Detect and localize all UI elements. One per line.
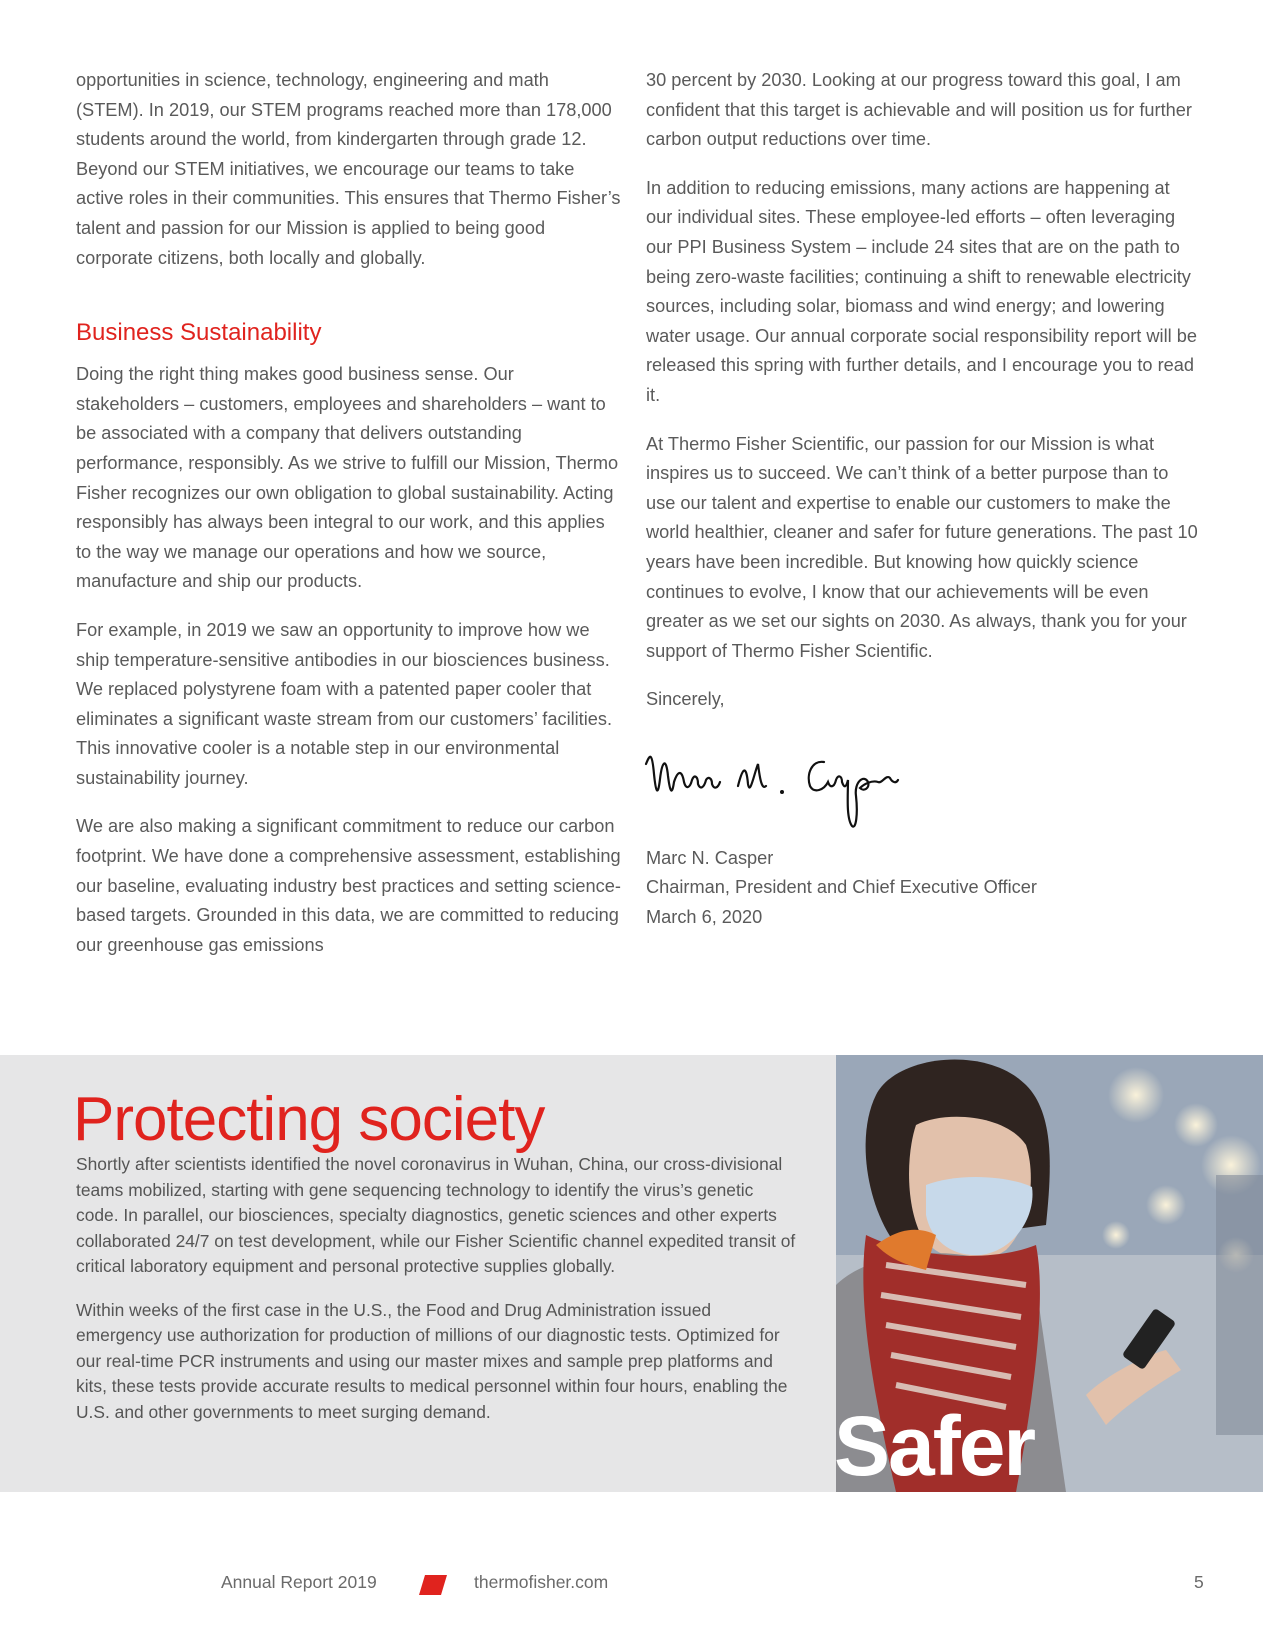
footer-url: thermofisher.com [474,1572,609,1592]
feature-paragraph: Shortly after scientists identified the novel coronavirus in Wuhan, China, our cross-divisional teams mobilized, starting with gene sequencing technology to identify the virus’s genetic code. In parallel, our biosciences, specialty diagnostics, genetic sciences and other experts collaborated 24/7 on test development, while our Fisher Scientific channel expedited transit of critical laboratory equipment and personal protective supplies globally. [76,1154,796,1276]
feature-paragraph: Within weeks of the first case in the U.S., the Food and Drug Administration issued emergency use authorization for production of millions of our diagnostic tests. Optimized for our real-time PCR instruments and using our master mixes and sample prep platforms and kits, these tests provide accurate results to medical personnel within four hours, enabling the U.S. and other governments to meet surging demand. [76,1299,788,1422]
signature-block [646,844,1198,933]
left-column [76,66,621,979]
letter-closing: Sincerely, [646,689,725,710]
body-paragraph: opportunities in science, technology, engineering and math (STEM). In 2019, our STEM programs reached more than 178,000 students around the world, from kindergarten through grade 12. Beyond our STEM initiatives, we encourage our teams to take active roles in their communities. This ensures that Thermo Fisher’s talent and passion for our Mission is applied to being good corporate citizens, both locally and globally. [76,70,621,268]
photo-overlay-word: Safer [834,1399,1035,1493]
letter-date: March 6, 2020 [646,907,763,928]
page-footer [0,1572,1263,1602]
body-paragraph: For example, in 2019 we saw an opportunity to improve how we ship temperature-sensitive antibodies in our biosciences business. We replaced polystyrene foam with a patented paper cooler that eliminates a significant waste stream from our customers’ facilities. This innovative cooler is a notable step in our environmental sustainability journey. [76,619,613,788]
handwritten-signature [642,734,922,834]
body-paragraph: Doing the right thing makes good business sense. Our stakeholders – customers, employees and shareholders – want to be associated with a company that delivers outstanding performance, responsibly. As we strive to fulfill our Mission, Thermo Fisher recognizes our own obligation to global sustainability. Acting responsibly has always been integral to our work, and this applies to the way we manage our operations and how we source, manufacture and ship our products. [76,364,619,592]
body-paragraph: At Thermo Fisher Scientific, our passion for our Mission is what inspires us to succeed. We can’t think of a better purpose than to use our talent and expertise to enable our customers to make the world healthier, cleaner and safer for future generations. The past 10 years have been incredible. But knowing how quickly science continues to evolve, I know that our achievements will be even greater as we set our sights on 2030. As always, thank you for your support of Thermo Fisher Scientific. [646,433,1198,661]
signer-name: Marc N. Casper [646,847,774,868]
signer-title: Chairman, President and Chief Executive Officer [646,877,1037,898]
footer-report-name: Annual Report 2019 [221,1572,377,1592]
page-number: 5 [1194,1572,1204,1592]
body-paragraph: 30 percent by 2030. Looking at our progress toward this goal, I am confident that this target is achievable and will position us for further carbon output reductions over time. [646,70,1192,150]
feature-text [76,1152,796,1443]
feature-title: Protecting society [73,1085,545,1154]
right-column [646,66,1198,933]
body-paragraph: We are also making a significant commitment to reduce our carbon footprint. We have done a comprehensive assessment, establishing our baseline, evaluating industry best practices and setting science-based targets. Grounded in this data, we are committed to reducing our greenhouse gas emissions [76,816,621,955]
red-parallelogram-icon [419,1575,447,1595]
section-subheading: Business Sustainability [76,319,322,347]
body-paragraph: In addition to reducing emissions, many actions are happening at our individual sites. These employee-led efforts – often leveraging our PPI Business System – include 24 sites that are on the path to being zero-waste facilities; continuing a shift to renewable electricity sources, including solar, biomass and wind energy; and lowering water usage. Our annual corporate social responsibility report will be released this spring with further details, and I encourage you to read it. [646,177,1197,405]
